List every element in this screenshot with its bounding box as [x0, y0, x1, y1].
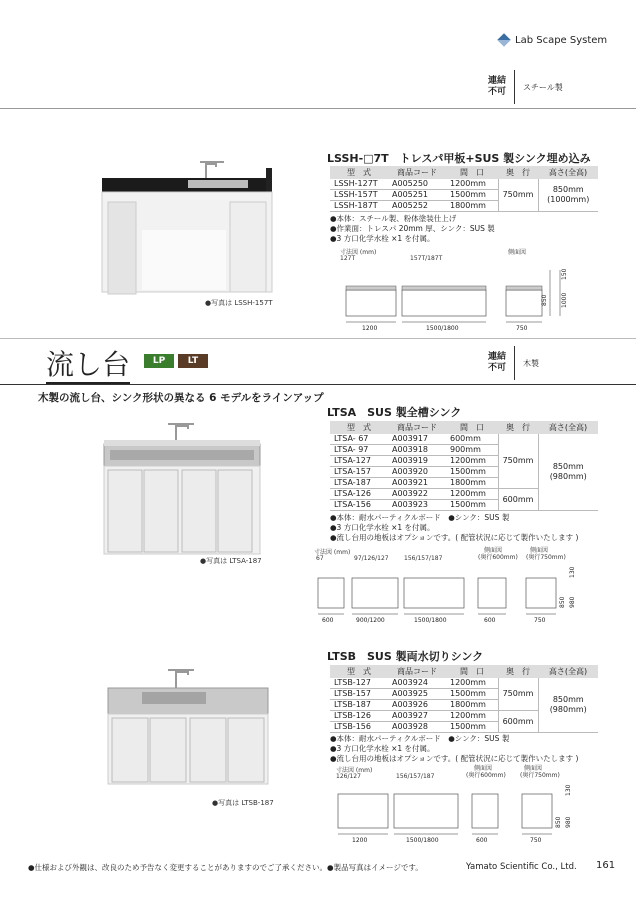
lssh-notes: ●本体：スチール製、粉体塗装仕上げ ●作業面：トレスパ 20mm 厚、シンク：SUS 製 ●3 方口化学水栓 ×1 を付属。: [330, 214, 495, 243]
lssh-spec-table: 型 式 商品コード 間 口 奥 行 高さ(全高) LSSH-127T A005250 1200mm 750mm 850mm (1000mm) LSSH-157T A005251 1500mm LSSH-187T A005252 1800mm: [330, 166, 598, 212]
svg-text:600: 600: [476, 837, 488, 844]
ltsb-spec-table: 型 式 商品コード 間 口 奥 行 高さ(全高) LTSB-127 A003924 1200mm 750mm 850mm (980mm) LTSB-157 A003925 1500mm LTSB-187 A003926 1800mm LTSB-126 A003927 1200mm 600mm LTSB-156 A003928 1500mm: [330, 665, 598, 733]
ltsa-spec-table: 型 式 商品コード 間 口 奥 行 高さ(全高) LTSA- 67 A003917 600mm 750mm 850mm (980mm) LTSA- 97 A003918 900mm LTSA-127 A003919 1200mm LTSA-157 A003920 1500mm LTSA-187 A003921 1800mm LTSA-126 A003922 1200mm 600mm LTSA-156 A003923 1500mm: [330, 421, 598, 511]
table-row: LTSA-157 A003920 1500mm: [330, 467, 598, 478]
page-number: 161: [596, 860, 616, 871]
ltsb-photo-caption: ●写真は LTSB-187: [212, 799, 274, 807]
divider: [0, 108, 636, 109]
table-row: LTSB-187 A003926 1800mm: [330, 700, 598, 711]
svg-text:850: 850: [555, 816, 562, 828]
svg-text:(奥行750mm): (奥行750mm): [520, 772, 560, 779]
footer-note: ●仕様および外観は、改良のため予告なく変更することがありますのでご了承ください。●製品写真はイメージです。: [28, 863, 423, 872]
ltsa-dimension-diagram: [312, 546, 582, 626]
svg-text:寸法図 (mm): 寸法図 (mm): [336, 767, 373, 774]
table-row: LTSB-127 A003924 1200mm 750mm 850mm (980mm): [330, 678, 598, 689]
table-row: LTSB-157 A003925 1500mm: [330, 689, 598, 700]
svg-text:126/127: 126/127: [336, 773, 361, 780]
divider: [0, 384, 636, 385]
table-row: LTSA-127 A003919 1200mm: [330, 456, 598, 467]
svg-text:980: 980: [569, 596, 576, 608]
lssh-photo-caption: ●写真は LSSH-157T: [205, 299, 273, 307]
svg-text:側面図: 側面図: [508, 249, 527, 256]
lssh-dimension-diagram: [330, 246, 580, 332]
svg-text:側面図: 側面図: [474, 765, 493, 772]
table-row: LTSB-126 A003927 1200mm 600mm: [330, 711, 598, 722]
svg-text:側面図: 側面図: [484, 547, 503, 554]
svg-text:600: 600: [484, 617, 496, 624]
connection-type-top: [488, 70, 563, 104]
svg-text:1500/1800: 1500/1800: [414, 617, 447, 624]
svg-text:1000: 1000: [561, 292, 568, 308]
svg-text:(奥行750mm): (奥行750mm): [526, 554, 566, 561]
svg-text:157T/187T: 157T/187T: [410, 255, 443, 262]
table-row: LTSA- 97 A003918 900mm: [330, 445, 598, 456]
svg-text:1200: 1200: [362, 325, 378, 332]
svg-text:900/1200: 900/1200: [356, 617, 385, 624]
ltsa-photo-caption: ●写真は LTSA-187: [200, 557, 262, 565]
category-title: 流し台: [46, 348, 130, 384]
svg-text:600: 600: [322, 617, 334, 624]
company-name: Yamato Scientific Co., Ltd.: [466, 862, 577, 872]
lead-text: 木製の流し台、シンク形状の異なる 6 モデルをラインアップ: [38, 392, 324, 404]
table-row: LTSA-187 A003921 1800mm: [330, 478, 598, 489]
svg-text:(奥行600mm): (奥行600mm): [466, 772, 506, 779]
svg-text:750: 750: [530, 837, 542, 844]
badge-lp: LP: [144, 354, 174, 368]
svg-text:127T: 127T: [340, 255, 356, 262]
svg-text:130: 130: [569, 566, 576, 578]
svg-text:寸法図 (mm): 寸法図 (mm): [340, 249, 377, 256]
material-label: 木製: [523, 358, 540, 368]
svg-text:850: 850: [541, 294, 548, 306]
connection-label: 連結 不可: [488, 352, 507, 373]
table-row: LTSA- 67 A003917 600mm 750mm 850mm (980mm): [330, 434, 598, 445]
ltsa-notes: ●本体：耐水パーティクルボード ●シンク：SUS 製 ●3 方口化学水栓 ×1 を付属。 ●流し台用の地板はオプションです。( 配管状況に応じて製作いたします ): [330, 513, 579, 542]
badge-lt: LT: [178, 354, 208, 368]
ltsa-title: LTSA SUS 製全槽シンク: [327, 406, 462, 419]
svg-text:1200: 1200: [352, 837, 368, 844]
table-row: LTSA-126 A003922 1200mm 600mm: [330, 489, 598, 500]
svg-text:850: 850: [559, 596, 566, 608]
svg-text:980: 980: [565, 816, 572, 828]
svg-text:寸法図 (mm): 寸法図 (mm): [314, 549, 351, 556]
table-row: LTSB-156 A003928 1500mm: [330, 722, 598, 733]
ltsb-product-photo: [102, 652, 272, 792]
ltsb-dimension-diagram: [326, 764, 576, 846]
ltsb-notes: ●本体：耐水パーティクルボード ●シンク：SUS 製 ●3 方口化学水栓 ×1 を付属。 ●流し台用の地板はオプションです。( 配管状況に応じて製作いたします ): [330, 734, 579, 763]
svg-text:750: 750: [534, 617, 546, 624]
svg-text:67: 67: [316, 555, 324, 562]
svg-text:(奥行600mm): (奥行600mm): [478, 554, 518, 561]
svg-text:側面図: 側面図: [530, 547, 549, 554]
svg-text:97/126/127: 97/126/127: [354, 555, 389, 562]
svg-text:156/157/187: 156/157/187: [404, 555, 443, 562]
ltsa-product-photo: [96, 418, 266, 564]
svg-text:156/157/187: 156/157/187: [396, 773, 435, 780]
material-label: スチール製: [523, 82, 563, 92]
ltsb-title: LTSB SUS 製両水切りシンク: [327, 650, 484, 663]
lssh-product-photo: [94, 150, 284, 310]
svg-text:150: 150: [561, 268, 568, 280]
svg-text:750: 750: [516, 325, 528, 332]
table-row: LSSH-157T A005251 1500mm: [330, 190, 598, 201]
connection-label: 連結 不可: [488, 76, 507, 97]
divider: [0, 338, 636, 339]
svg-text:130: 130: [565, 784, 572, 796]
brand-name: Lab Scape System: [515, 34, 608, 46]
brand-logo-icon: [497, 33, 511, 47]
connection-type-wood: [488, 346, 539, 380]
lssh-title: LSSH-□7T トレスパ甲板+SUS 製シンク埋め込み: [327, 152, 591, 165]
svg-text:1500/1800: 1500/1800: [406, 837, 439, 844]
svg-text:側面図: 側面図: [524, 765, 543, 772]
brand: [498, 34, 607, 46]
svg-text:1500/1800: 1500/1800: [426, 325, 459, 332]
table-row: LSSH-127T A005250 1200mm 750mm 850mm (1000mm): [330, 179, 598, 190]
table-row: LSSH-187T A005252 1800mm: [330, 201, 598, 212]
table-row: LTSA-156 A003923 1500mm: [330, 500, 598, 511]
